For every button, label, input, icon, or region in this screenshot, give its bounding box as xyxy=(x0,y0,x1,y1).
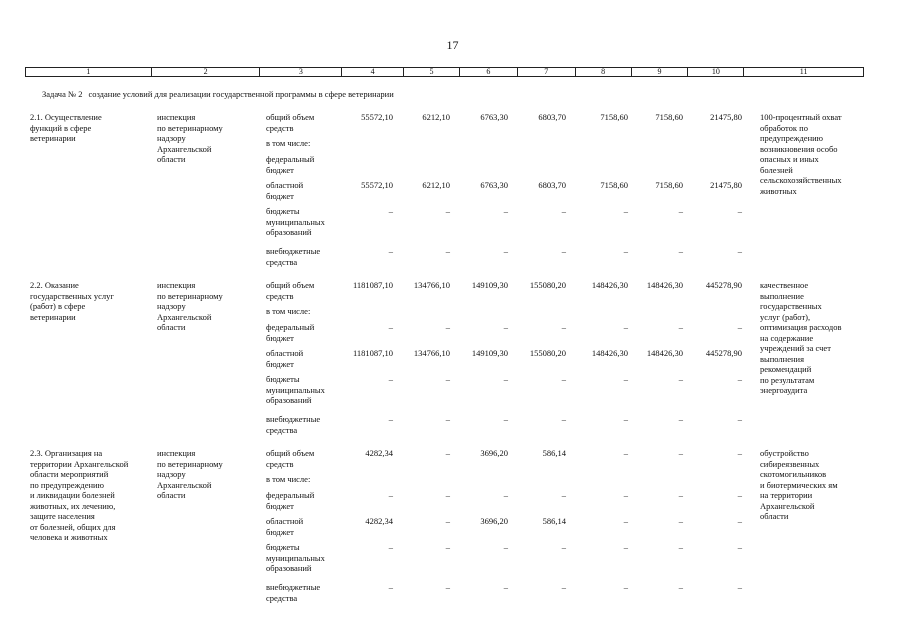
funding-value: – xyxy=(737,206,742,216)
funding-value: – xyxy=(737,246,742,256)
funding-value: – xyxy=(445,374,450,384)
funding-value: – xyxy=(737,448,742,458)
funding-value: – xyxy=(623,582,628,592)
funding-value: – xyxy=(561,582,566,592)
funding-value: – xyxy=(678,448,683,458)
task-heading xyxy=(42,89,394,99)
funding-source-label: федеральный бюджет xyxy=(266,154,315,175)
funding-value: – xyxy=(445,516,450,526)
funding-value: – xyxy=(388,490,393,500)
funding-value: – xyxy=(445,322,450,332)
funding-value: – xyxy=(445,542,450,552)
funding-source-label: общий объем средств xyxy=(266,280,315,301)
funding-source-label: областной бюджет xyxy=(266,516,304,537)
funding-value: 6212,10 xyxy=(422,180,450,190)
funding-value: 148426,30 xyxy=(591,348,628,358)
funding-value: 55572,10 xyxy=(361,180,393,190)
funding-value: 6212,10 xyxy=(422,112,450,122)
expected-outcome: обустройство сибиреязвенных скотомогильников и биотермических ям на территории Архангельской области xyxy=(760,448,838,521)
funding-value: 155080,20 xyxy=(529,348,566,358)
funding-value: – xyxy=(445,206,450,216)
funding-value: 3696,20 xyxy=(480,516,508,526)
funding-value: – xyxy=(561,490,566,500)
funding-value: 148426,30 xyxy=(646,280,683,290)
funding-value: 1181087,10 xyxy=(352,348,393,358)
header-col-4: 4 xyxy=(342,68,404,76)
funding-value: – xyxy=(388,582,393,592)
funding-value: – xyxy=(503,490,508,500)
executor: инспекция по ветеринарному надзору Архангельской области xyxy=(157,448,223,500)
activity-name: 2.2. Оказание государственных услуг (работ) в сфере ветеринарии xyxy=(30,280,114,322)
funding-value: – xyxy=(737,374,742,384)
funding-value: – xyxy=(623,542,628,552)
funding-source-label: в том числе: xyxy=(266,474,311,484)
funding-value: – xyxy=(623,516,628,526)
activity-name: 2.1. Осуществление функций в сфере ветеринарии xyxy=(30,112,102,143)
funding-value: – xyxy=(445,414,450,424)
header-col-5: 5 xyxy=(404,68,460,76)
funding-value: – xyxy=(561,322,566,332)
header-col-1: 1 xyxy=(26,68,152,76)
funding-value: – xyxy=(445,490,450,500)
funding-value: – xyxy=(737,542,742,552)
activity-name: 2.3. Организация на территории Архангельской области мероприятий по предупреждению и ликвидации болезней животных, их лечению, защите населения от болезней, общих для человека и животных xyxy=(30,448,129,542)
task-text: создание условий для реализации государственной программы в сфере ветеринарии xyxy=(88,89,394,99)
funding-source-label: бюджеты муниципальных образований xyxy=(266,374,325,405)
funding-value: 445278,90 xyxy=(705,348,742,358)
funding-value: 155080,20 xyxy=(529,280,566,290)
funding-value: 4282,34 xyxy=(365,448,393,458)
funding-value: 7158,60 xyxy=(600,112,628,122)
expected-outcome: качественное выполнение государственных услуг (работ), оптимизация расходов на содержание учреждений за счет выполнения рекомендаций по результатам энергоаудита xyxy=(760,280,842,395)
funding-value: – xyxy=(561,206,566,216)
funding-value: – xyxy=(678,246,683,256)
funding-value: – xyxy=(737,582,742,592)
header-col-6: 6 xyxy=(460,68,518,76)
funding-value: – xyxy=(737,516,742,526)
funding-value: – xyxy=(678,516,683,526)
funding-value: – xyxy=(503,374,508,384)
header-col-9: 9 xyxy=(632,68,689,76)
header-col-2: 2 xyxy=(152,68,261,76)
funding-source-label: в том числе: xyxy=(266,306,311,316)
funding-source-label: внебюджетные средства xyxy=(266,582,321,603)
funding-value: 55572,10 xyxy=(361,112,393,122)
header-col-10: 10 xyxy=(688,68,744,76)
funding-value: – xyxy=(623,448,628,458)
funding-value: – xyxy=(678,414,683,424)
funding-value: – xyxy=(623,246,628,256)
funding-value: – xyxy=(678,374,683,384)
funding-value: 586,14 xyxy=(542,448,566,458)
funding-value: – xyxy=(561,374,566,384)
expected-outcome: 100-процентный охват обработок по предупреждению возникновения особо опасных и иных болезней сельскохозяйственных животных xyxy=(760,112,842,196)
funding-value: – xyxy=(678,322,683,332)
funding-value: – xyxy=(388,246,393,256)
funding-value: – xyxy=(503,414,508,424)
funding-value: – xyxy=(561,246,566,256)
funding-value: 6763,30 xyxy=(480,180,508,190)
funding-value: – xyxy=(445,582,450,592)
header-col-3: 3 xyxy=(260,68,342,76)
funding-source-label: внебюджетные средства xyxy=(266,414,321,435)
funding-source-label: общий объем средств xyxy=(266,448,315,469)
funding-value: – xyxy=(678,542,683,552)
funding-value: 445278,90 xyxy=(705,280,742,290)
header-col-7: 7 xyxy=(518,68,576,76)
funding-source-label: общий объем средств xyxy=(266,112,315,133)
funding-value: – xyxy=(388,206,393,216)
executor: инспекция по ветеринарному надзору Архангельской области xyxy=(157,112,223,164)
header-col-11: 11 xyxy=(799,67,808,76)
funding-value: 7158,60 xyxy=(655,112,683,122)
funding-value: – xyxy=(388,374,393,384)
funding-value: – xyxy=(503,582,508,592)
funding-value: 21475,80 xyxy=(710,112,742,122)
column-number-header xyxy=(25,67,864,77)
funding-value: 3696,20 xyxy=(480,448,508,458)
funding-source-label: бюджеты муниципальных образований xyxy=(266,206,325,237)
funding-value: – xyxy=(503,322,508,332)
funding-value: – xyxy=(503,542,508,552)
header-col-8: 8 xyxy=(576,68,632,76)
funding-value: – xyxy=(623,206,628,216)
funding-source-label: областной бюджет xyxy=(266,348,304,369)
funding-value: – xyxy=(737,322,742,332)
funding-value: 7158,60 xyxy=(600,180,628,190)
funding-value: – xyxy=(561,414,566,424)
funding-source-label: в том числе: xyxy=(266,138,311,148)
funding-source-label: областной бюджет xyxy=(266,180,304,201)
funding-value: 6803,70 xyxy=(538,180,566,190)
funding-value: – xyxy=(445,246,450,256)
funding-value: – xyxy=(678,490,683,500)
funding-value: 6803,70 xyxy=(538,112,566,122)
funding-value: – xyxy=(623,490,628,500)
funding-value: 148426,30 xyxy=(591,280,628,290)
funding-source-label: федеральный бюджет xyxy=(266,490,315,511)
funding-value: – xyxy=(623,322,628,332)
funding-value: – xyxy=(388,322,393,332)
funding-value: – xyxy=(623,414,628,424)
funding-source-label: федеральный бюджет xyxy=(266,322,315,343)
funding-value: 4282,34 xyxy=(365,516,393,526)
funding-value: – xyxy=(388,414,393,424)
funding-value: 6763,30 xyxy=(480,112,508,122)
funding-value: – xyxy=(678,206,683,216)
funding-value: 134766,10 xyxy=(413,348,450,358)
funding-value: 1181087,10 xyxy=(352,280,393,290)
funding-value: – xyxy=(561,542,566,552)
task-label: Задача № 2 xyxy=(42,89,83,99)
funding-value: 134766,10 xyxy=(413,280,450,290)
page-number: 17 xyxy=(446,38,459,52)
funding-value: – xyxy=(503,246,508,256)
funding-source-label: бюджеты муниципальных образований xyxy=(266,542,325,573)
funding-value: 149109,30 xyxy=(471,280,508,290)
funding-value: 7158,60 xyxy=(655,180,683,190)
funding-value: 148426,30 xyxy=(646,348,683,358)
funding-value: – xyxy=(737,414,742,424)
funding-value: – xyxy=(388,542,393,552)
funding-value: 586,14 xyxy=(542,516,566,526)
funding-value: 21475,80 xyxy=(710,180,742,190)
funding-value: – xyxy=(445,448,450,458)
funding-value: – xyxy=(737,490,742,500)
funding-value: 149109,30 xyxy=(471,348,508,358)
funding-source-label: внебюджетные средства xyxy=(266,246,321,267)
funding-value: – xyxy=(678,582,683,592)
executor: инспекция по ветеринарному надзору Архангельской области xyxy=(157,280,223,332)
funding-value: – xyxy=(503,206,508,216)
funding-value: – xyxy=(623,374,628,384)
